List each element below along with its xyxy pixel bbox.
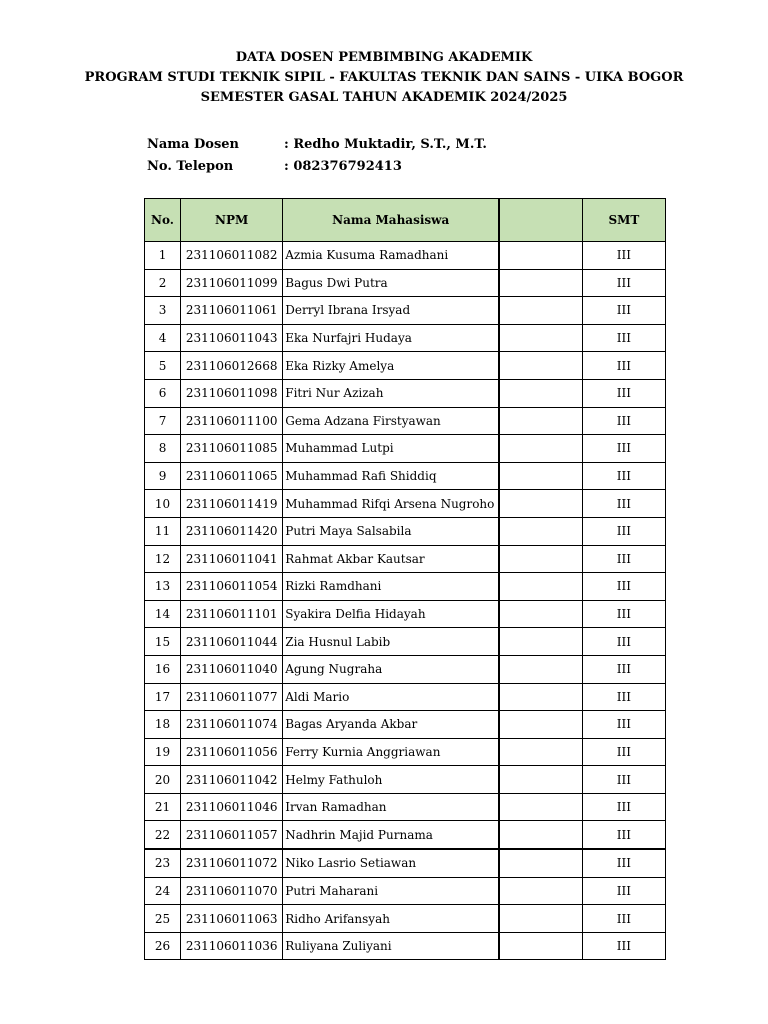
cell-student-name: Derryl Ibrana Irsyad [283,297,499,325]
table-row [145,407,666,435]
cell-blank [499,877,582,905]
cell-no: 13 [145,573,181,601]
cell-student-name: Bagus Dwi Putra [283,269,499,297]
cell-no: 4 [145,324,181,352]
table-row [145,821,666,849]
cell-blank [499,573,582,601]
cell-smt: III [582,711,665,739]
cell-no: 21 [145,793,181,821]
cell-smt: III [582,242,665,270]
cell-npm: 231106011070 [181,877,283,905]
cell-smt: III [582,766,665,794]
cell-smt: III [582,407,665,435]
cell-no: 22 [145,821,181,849]
cell-npm: 231106011099 [181,269,283,297]
cell-blank [499,905,582,933]
table-row [145,766,666,794]
cell-no: 17 [145,683,181,711]
table-row [145,932,666,960]
cell-npm: 231106011044 [181,628,283,656]
cell-no: 14 [145,600,181,628]
cell-npm: 231106011082 [181,242,283,270]
document-subtitle-program: PROGRAM STUDI TEKNIK SIPIL - FAKULTAS TEKNIK DAN SAINS - UIKA BOGOR [84,70,684,85]
cell-smt: III [582,435,665,463]
cell-npm: 231106011041 [181,545,283,573]
cell-blank [499,490,582,518]
cell-smt: III [582,628,665,656]
cell-blank [499,600,582,628]
cell-no: 24 [145,877,181,905]
cell-student-name: Aldi Mario [283,683,499,711]
cell-smt: III [582,324,665,352]
cell-npm: 231106011054 [181,573,283,601]
cell-smt: III [582,877,665,905]
cell-blank [499,517,582,545]
cell-npm: 231106011065 [181,462,283,490]
table-row [145,738,666,766]
cell-student-name: Muhammad Lutpi [283,435,499,463]
cell-npm: 231106011419 [181,490,283,518]
lecturer-info [147,134,647,178]
cell-blank [499,545,582,573]
cell-student-name: Azmia Kusuma Ramadhani [283,242,499,270]
cell-no: 25 [145,905,181,933]
table-row [145,545,666,573]
cell-student-name: Gema Adzana Firstyawan [283,407,499,435]
cell-smt: III [582,821,665,849]
cell-no: 26 [145,932,181,960]
student-table [144,198,666,960]
cell-npm: 231106011072 [181,849,283,877]
column-header-npm: NPM [181,199,283,242]
table-row [145,683,666,711]
cell-smt: III [582,600,665,628]
cell-smt: III [582,738,665,766]
cell-student-name: Ruliyana Zuliyani [283,932,499,960]
column-header-blank [499,199,582,242]
table-row [145,242,666,270]
cell-npm: 231106011040 [181,655,283,683]
table-row [145,711,666,739]
cell-blank [499,738,582,766]
cell-student-name: Muhammad Rifqi Arsena Nugroho [283,490,499,518]
cell-smt: III [582,573,665,601]
cell-npm: 231106011077 [181,683,283,711]
cell-npm: 231106012668 [181,352,283,380]
table-row [145,628,666,656]
cell-blank [499,683,582,711]
cell-smt: III [582,517,665,545]
cell-blank [499,324,582,352]
cell-no: 18 [145,711,181,739]
cell-smt: III [582,297,665,325]
cell-no: 3 [145,297,181,325]
lecturer-name-value: : Redho Muktadir, S.T., M.T. [284,137,487,152]
cell-blank [499,655,582,683]
cell-no: 10 [145,490,181,518]
cell-student-name: Muhammad Rafi Shiddiq [283,462,499,490]
table-row [145,462,666,490]
cell-blank [499,793,582,821]
cell-smt: III [582,379,665,407]
table-row [145,655,666,683]
lecturer-phone-label: No. Telepon [147,159,234,174]
cell-npm: 231106011061 [181,297,283,325]
document-subtitle-semester: SEMESTER GASAL TAHUN AKADEMIK 2024/2025 [200,90,568,105]
cell-no: 15 [145,628,181,656]
cell-blank [499,766,582,794]
lecturer-phone-row [147,156,647,178]
cell-student-name: Agung Nugraha [283,655,499,683]
cell-smt: III [582,655,665,683]
table-row [145,352,666,380]
cell-student-name: Ferry Kurnia Anggriawan [283,738,499,766]
table-row [145,435,666,463]
cell-no: 1 [145,242,181,270]
cell-student-name: Eka Nurfajri Hudaya [283,324,499,352]
cell-blank [499,269,582,297]
cell-npm: 231106011036 [181,932,283,960]
cell-smt: III [582,683,665,711]
table-row [145,793,666,821]
document-header [0,48,768,108]
cell-blank [499,932,582,960]
cell-student-name: Ridho Arifansyah [283,905,499,933]
cell-smt: III [582,269,665,297]
cell-student-name: Bagas Aryanda Akbar [283,711,499,739]
cell-npm: 231106011100 [181,407,283,435]
table-row [145,517,666,545]
cell-blank [499,821,582,849]
document-title: DATA DOSEN PEMBIMBING AKADEMIK [235,50,533,65]
cell-npm: 231106011085 [181,435,283,463]
cell-blank [499,462,582,490]
cell-npm: 231106011046 [181,793,283,821]
column-header-no: No. [145,199,181,242]
cell-no: 11 [145,517,181,545]
cell-smt: III [582,932,665,960]
cell-no: 6 [145,379,181,407]
table-row [145,490,666,518]
cell-student-name: Niko Lasrio Setiawan [283,849,499,877]
table-header-row [145,199,666,242]
cell-student-name: Rahmat Akbar Kautsar [283,545,499,573]
table-row [145,849,666,877]
cell-no: 5 [145,352,181,380]
cell-npm: 231106011042 [181,766,283,794]
cell-no: 20 [145,766,181,794]
table-row [145,269,666,297]
table-row [145,877,666,905]
cell-student-name: Irvan Ramadhan [283,793,499,821]
lecturer-name-row [147,134,647,156]
table-row [145,379,666,407]
cell-student-name: Fitri Nur Azizah [283,379,499,407]
cell-student-name: Rizki Ramdhani [283,573,499,601]
lecturer-phone-value: : 082376792413 [284,159,402,174]
cell-blank [499,352,582,380]
cell-smt: III [582,352,665,380]
table-row [145,600,666,628]
cell-student-name: Eka Rizky Amelya [283,352,499,380]
cell-smt: III [582,793,665,821]
table-row [145,573,666,601]
cell-blank [499,628,582,656]
cell-blank [499,407,582,435]
cell-smt: III [582,545,665,573]
cell-no: 12 [145,545,181,573]
cell-blank [499,435,582,463]
cell-no: 2 [145,269,181,297]
cell-student-name: Helmy Fathuloh [283,766,499,794]
cell-smt: III [582,905,665,933]
column-header-name: Nama Mahasiswa [283,199,499,242]
cell-npm: 231106011098 [181,379,283,407]
cell-npm: 231106011057 [181,821,283,849]
cell-smt: III [582,490,665,518]
cell-no: 19 [145,738,181,766]
cell-npm: 231106011420 [181,517,283,545]
cell-npm: 231106011101 [181,600,283,628]
cell-npm: 231106011043 [181,324,283,352]
table-row [145,297,666,325]
cell-blank [499,711,582,739]
cell-blank [499,242,582,270]
cell-no: 8 [145,435,181,463]
column-header-smt: SMT [582,199,665,242]
cell-npm: 231106011074 [181,711,283,739]
cell-no: 9 [145,462,181,490]
cell-blank [499,849,582,877]
cell-student-name: Zia Husnul Labib [283,628,499,656]
cell-student-name: Nadhrin Majid Purnama [283,821,499,849]
cell-smt: III [582,849,665,877]
cell-blank [499,297,582,325]
lecturer-name-label: Nama Dosen [147,137,239,152]
table-row [145,905,666,933]
cell-smt: III [582,462,665,490]
cell-npm: 231106011063 [181,905,283,933]
cell-no: 7 [145,407,181,435]
cell-student-name: Syakira Delfia Hidayah [283,600,499,628]
cell-student-name: Putri Maya Salsabila [283,517,499,545]
cell-student-name: Putri Maharani [283,877,499,905]
cell-no: 23 [145,849,181,877]
table-row [145,324,666,352]
cell-no: 16 [145,655,181,683]
table-body [145,242,666,960]
cell-blank [499,379,582,407]
cell-npm: 231106011056 [181,738,283,766]
